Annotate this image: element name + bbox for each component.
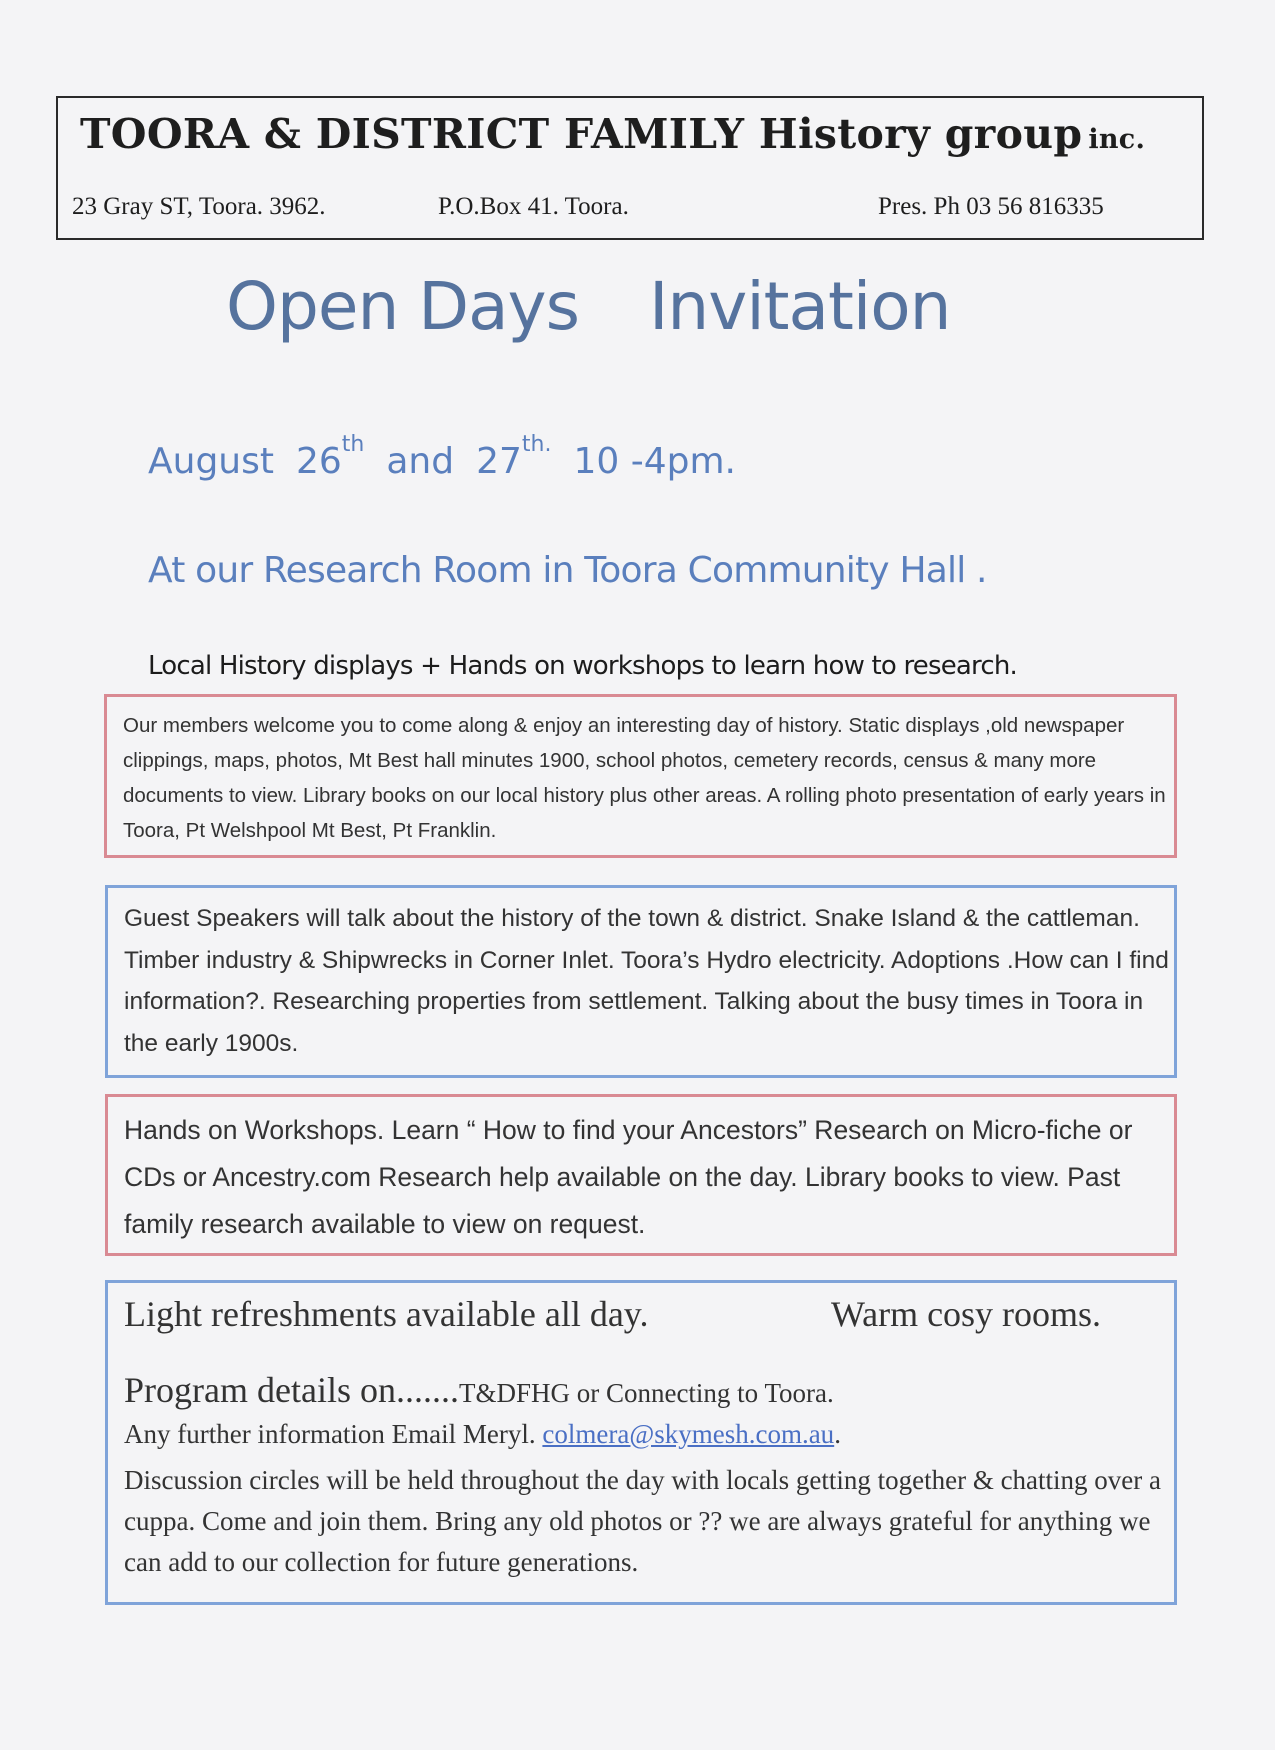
organization-name: TOORA & DISTRICT FAMILY History group [80, 110, 1083, 158]
invitation-heading [226, 268, 950, 345]
program-label: Program details on....... [124, 1370, 459, 1410]
displays-text: Our members welcome you to come along & enjoy an interesting day of history. Static displays ,old newspaper clippings, maps, photos, Mt Best hall minutes 1900, school photos, cemetery records, census & many more documents to view. Library books on our local history plus other areas. A rolling photo presentation of early years in Toora, Pt Welshpool Mt Best, Pt Franklin. [123, 714, 1166, 842]
event-day-two: 27 [476, 441, 522, 482]
refreshments-line [124, 1293, 1102, 1335]
president-phone: Pres. Ph 03 56 816335 [878, 193, 1104, 220]
email-line [124, 1419, 841, 1450]
program-value: T&DFHG or Connecting to Toora. [458, 1378, 834, 1408]
displays-box [104, 694, 1177, 858]
po-box: P.O.Box 41. Toora. [438, 193, 629, 220]
invitation-heading-invitation: Invitation [648, 268, 951, 345]
letterhead-box [56, 96, 1204, 240]
warm-rooms-text: Warm cosy rooms. [831, 1294, 1102, 1334]
event-hours: 10 -4pm. [573, 441, 736, 482]
discussion-text: Discussion circles will be held throughout the day with locals getting together & chatting over a cuppa. Come and join them. Bring any old photos or ?? we are always grateful for anything we can add to our collection for future generations. [124, 1465, 1162, 1577]
email-link[interactable]: colmera@skymesh.com.au [542, 1419, 835, 1449]
event-day-one-suffix: th [341, 432, 365, 457]
event-and: and [386, 441, 455, 482]
email-label: Any further information Email Meryl. [124, 1419, 536, 1449]
event-dates [148, 432, 736, 482]
info-box [105, 1280, 1177, 1605]
program-line [124, 1369, 834, 1411]
workshops-text: Hands on Workshops. Learn “ How to find your Ancestors” Research on Micro-fiche or CDs or Ancestry.com Research help available on the day. Library books to view. Past family research available to view on request. [124, 1115, 1133, 1239]
event-month: August [148, 441, 274, 482]
event-location: At our Research Room in Toora Community Hall . [148, 550, 987, 591]
speakers-box [105, 885, 1177, 1078]
organization-suffix: inc. [1088, 124, 1146, 155]
event-day-one: 26 [295, 441, 342, 482]
event-subheading: Local History displays + Hands on workshops to learn how to research. [148, 651, 1018, 681]
refreshments-text: Light refreshments available all day. [124, 1294, 649, 1334]
invitation-heading-open-days: Open Days [226, 268, 579, 345]
street-address: 23 Gray ST, Toora. 3962. [72, 193, 326, 220]
workshops-box [105, 1094, 1177, 1256]
organization-title [80, 110, 1145, 158]
event-day-two-suffix: th. [521, 432, 552, 457]
email-end: . [834, 1419, 841, 1449]
speakers-text: Guest Speakers will talk about the history of the town & district. Snake Island & the cattleman. Timber industry & Shipwrecks in Corner Inlet. Toora’s Hydro electricity. Adoptions .How can I find information?. Researching properties from settlement. Talking about the busy times in Toora in the early 1900s. [124, 905, 1169, 1057]
